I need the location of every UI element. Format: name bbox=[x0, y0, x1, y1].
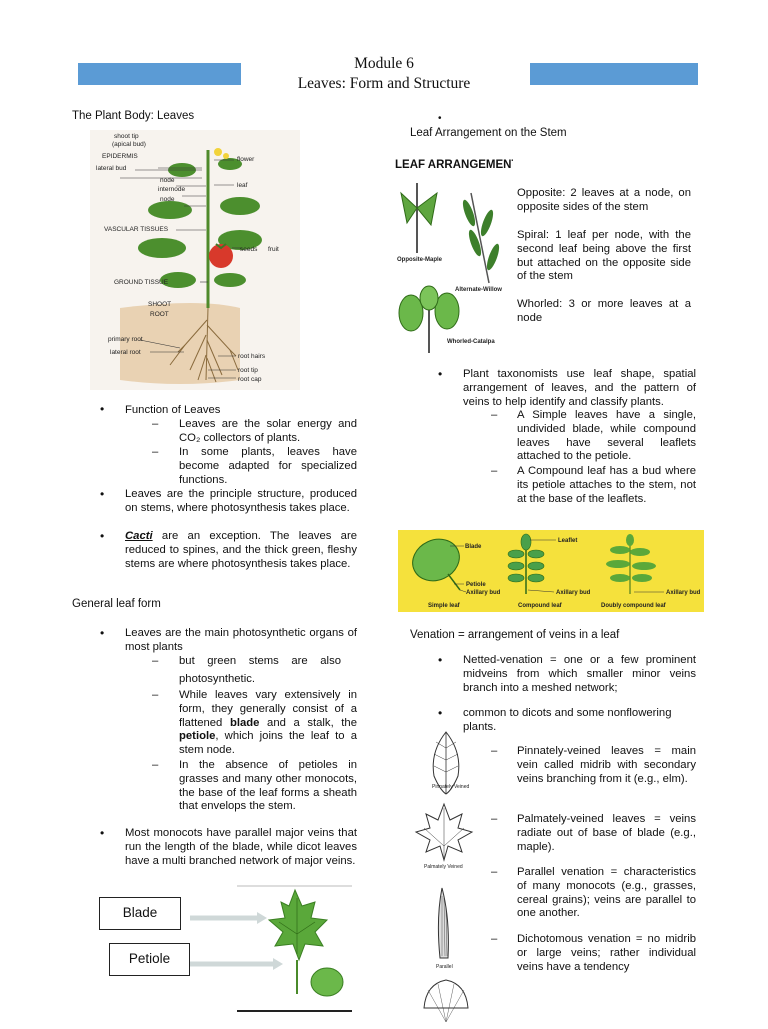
dash-icon: – bbox=[152, 655, 159, 667]
fig-label: (apical bud) bbox=[112, 141, 146, 148]
fig-label: seeds bbox=[240, 246, 258, 253]
fig-label: Axillary bud bbox=[466, 590, 501, 596]
fig-label: leaf bbox=[237, 182, 248, 189]
bullet-icon: • bbox=[100, 402, 105, 416]
spiral-text: Spiral: 1 leaf per node, with the second leaf being above the first but attached on the opposite side of the stem bbox=[517, 229, 691, 283]
venation-figures bbox=[414, 728, 478, 1024]
taxonomy-text: Plant taxonomists use leaf shape, spatial arrangement of leaves, and the pattern of veins to help identify and classify plants. bbox=[463, 368, 696, 408]
general-bullet-2: Most monocots have parallel major veins that run the length of the blade, while dicot leaves have a multi branched network of major veins. bbox=[125, 827, 357, 867]
fig-label: SHOOT bbox=[148, 301, 172, 308]
fig-label: root cap bbox=[238, 376, 262, 383]
fig-label: Petiole bbox=[466, 582, 486, 588]
fig-label: root hairs bbox=[238, 353, 266, 360]
principle-structure-text: Leaves are the principle structure, produced on stems, where photosynthesis takes place. bbox=[125, 488, 357, 514]
bullet-icon: • bbox=[100, 529, 105, 543]
fig-label: EPIDERMIS bbox=[102, 153, 138, 160]
dash-icon: – bbox=[491, 813, 498, 825]
function-heading: Function of Leaves bbox=[125, 404, 221, 416]
fig-label: Blade bbox=[465, 544, 482, 550]
cacti-text bbox=[125, 530, 357, 571]
fig-label: Whorled-Catalpa bbox=[447, 339, 495, 345]
pinnate-text: Pinnately-veined leaves = main vein called midrib with secondary veins branching from it (e.g., elm). bbox=[517, 745, 696, 785]
fig-caption: Simple leaf bbox=[428, 603, 460, 609]
parallel-text: Parallel venation = characteristics of many monocots (e.g., grasses, cereal grains); veins are parallel to one another. bbox=[517, 866, 696, 920]
fig-caption: Doubly compound leaf bbox=[601, 603, 666, 609]
leaf-arrangement-figure bbox=[393, 153, 513, 353]
fig-label: lateral root bbox=[110, 349, 141, 356]
fig-caption: Compound leaf bbox=[518, 603, 562, 609]
fig-label: GROUND TISSUE bbox=[114, 279, 169, 286]
netted-venation-text: Netted-venation = one or a few prominent midveins from which smaller minor veins branch into a meshed network; bbox=[463, 654, 696, 694]
general-dash-1a: but green stems are also bbox=[179, 655, 341, 667]
dicots-text: common to dicots and some nonflowering plants. bbox=[463, 707, 672, 733]
whorled-text: Whorled: 3 or more leaves at a node bbox=[517, 298, 691, 324]
blade-label-box: Blade bbox=[99, 897, 181, 930]
fig-label: Alternate-Willow bbox=[455, 287, 502, 293]
bullet-icon: • bbox=[100, 626, 105, 640]
compound-leaf-text: A Compound leaf has a bud where its petiole attaches to the stem, not at the base of the leaflets. bbox=[517, 465, 696, 505]
bullet-icon: • bbox=[438, 113, 442, 124]
leaf-types-figure bbox=[398, 530, 704, 612]
fig-label: flower bbox=[237, 156, 255, 163]
fig-label: Parallel bbox=[436, 964, 453, 970]
palmate-text: Palmately-veined leaves = veins radiate out of base of blade (e.g., maple). bbox=[517, 813, 696, 853]
dash-icon: – bbox=[491, 745, 498, 757]
bullet-icon: • bbox=[438, 367, 443, 381]
function-item: Leaves are the solar energy and CO₂ collectors of plants. bbox=[179, 418, 357, 444]
module-title: Module 6 bbox=[354, 55, 414, 72]
arrangement-figure-title: LEAF ARRANGEMENT bbox=[395, 159, 513, 171]
general-dash-2: While leaves vary extensively in form, they generally consist of a flattened blade and a stalk, the petiole, which joins the leaf to a stem node. bbox=[179, 689, 357, 757]
dash-icon: – bbox=[491, 409, 498, 421]
dash-icon: – bbox=[152, 759, 159, 771]
fig-label: Axillary bud bbox=[556, 590, 591, 596]
fig-label: lateral bud bbox=[96, 165, 127, 172]
dash-icon: – bbox=[491, 465, 498, 477]
fig-label: internode bbox=[158, 186, 186, 193]
general-leaf-form-heading: General leaf form bbox=[72, 598, 161, 610]
fig-label: Pinnately Veined bbox=[432, 784, 470, 790]
dash-icon: – bbox=[152, 446, 159, 458]
fig-label: root tip bbox=[238, 367, 258, 374]
fig-label: Leaflet bbox=[558, 538, 578, 544]
page-title: Leaves: Form and Structure bbox=[297, 75, 471, 92]
bullet-icon: • bbox=[438, 653, 443, 667]
fig-label: fruit bbox=[268, 246, 279, 253]
plant-body-figure bbox=[90, 130, 300, 390]
dichotomous-text: Dichotomous venation = no midrib or large veins; rather individual veins have a tendency bbox=[517, 933, 696, 973]
leaf-arrangement-heading: Leaf Arrangement on the Stem bbox=[410, 127, 567, 139]
blade-term: blade bbox=[229, 716, 260, 729]
dash-icon: – bbox=[491, 866, 498, 878]
fig-label: Palmately Veined bbox=[424, 864, 463, 870]
cacti-rest: are an exception. The leaves are reduced to spines, and the thick green, fleshy stems are where photosynthesis takes place. bbox=[125, 530, 357, 570]
venation-heading: Venation = arrangement of veins in a leaf bbox=[410, 629, 620, 641]
fig-label: node bbox=[160, 196, 175, 203]
bullet-icon: • bbox=[438, 706, 443, 720]
fig-label: VASCULAR TISSUES bbox=[104, 226, 169, 233]
function-item: In some plants, leaves have become adapted for specialized functions. bbox=[179, 446, 357, 486]
general-dash-1b: photosynthetic. bbox=[179, 673, 255, 685]
fig-label: ROOT bbox=[150, 311, 169, 318]
fig-label: node bbox=[160, 177, 175, 184]
fig-label: shoot tip bbox=[114, 133, 139, 140]
general-bullet-1: Leaves are the main photosynthetic organs of most plants bbox=[125, 627, 357, 653]
opposite-text: Opposite: 2 leaves at a node, on opposite sides of the stem bbox=[517, 187, 691, 213]
fig-label: Opposite-Maple bbox=[397, 257, 443, 263]
dash-icon: – bbox=[152, 689, 159, 701]
dash-icon: – bbox=[152, 418, 159, 430]
leaf-parts-figure bbox=[185, 884, 355, 1014]
plant-body-heading: The Plant Body: Leaves bbox=[72, 110, 195, 122]
fig-label: primary root bbox=[108, 336, 143, 343]
cacti-word: Cacti bbox=[125, 530, 153, 542]
dash-icon: – bbox=[491, 933, 498, 945]
fig-label: Axillary bud bbox=[666, 590, 701, 596]
bullet-icon: • bbox=[100, 826, 105, 840]
bullet-icon: • bbox=[100, 487, 105, 501]
petiole-term: petiole bbox=[179, 730, 216, 743]
general-dash-3: In the absence of petioles in grasses and many other monocots, the base of the leaf forms a sheath that envelops the stem. bbox=[179, 759, 357, 813]
simple-leaf-text: A Simple leaves have a single, undivided blade, while compound leaves have several leaflets attached to the petiole. bbox=[517, 409, 696, 463]
petiole-label-box: Petiole bbox=[109, 943, 190, 976]
